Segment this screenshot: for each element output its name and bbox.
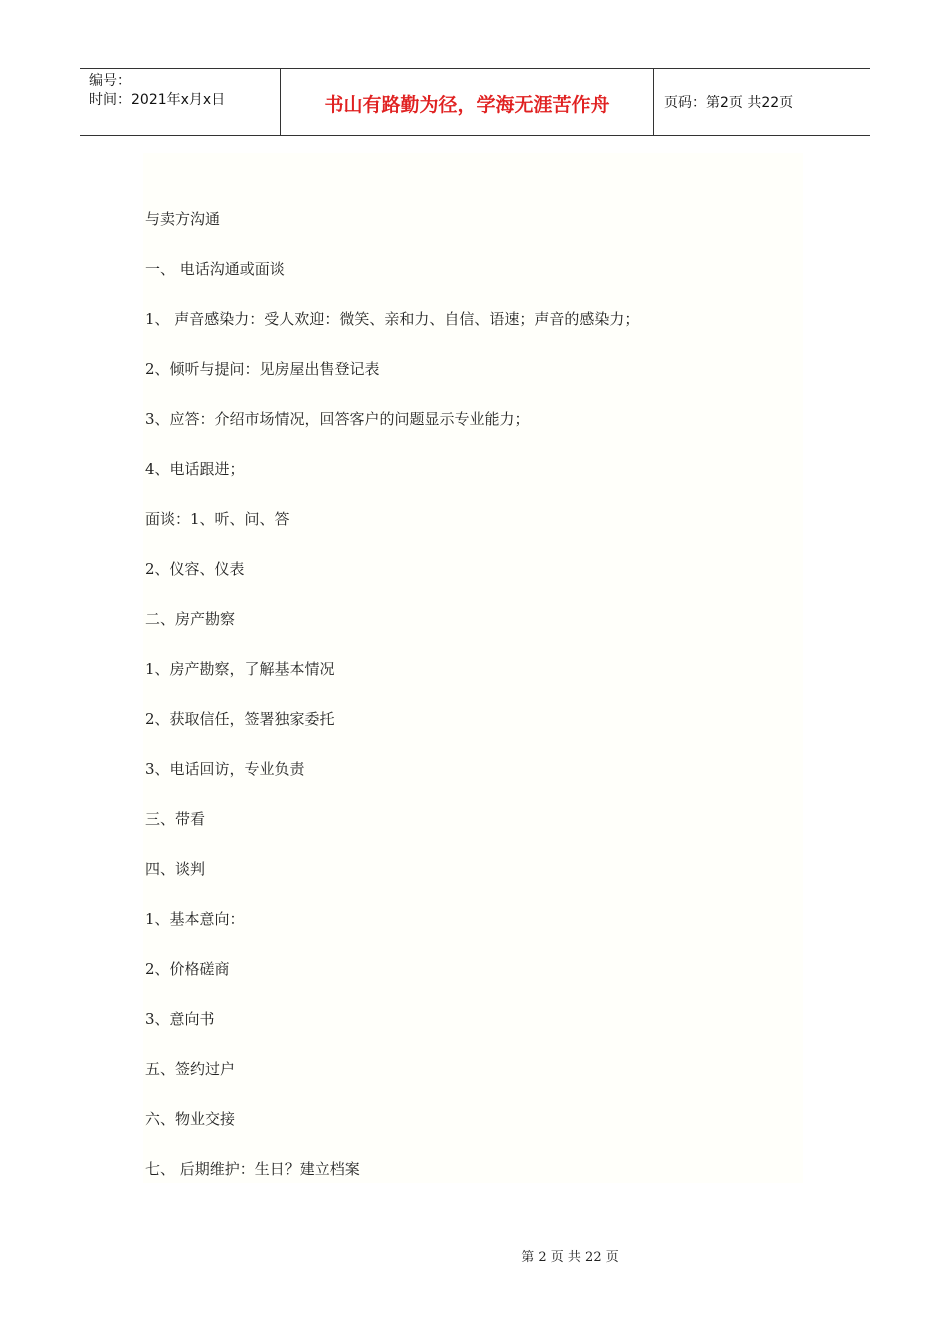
- paragraph: 二、房产勘察: [145, 610, 236, 628]
- document-time-label: 时间：2021年x月x日: [89, 92, 226, 108]
- paragraph: 1、 声音感染力：受人欢迎：微笑、亲和力、自信、语速；声音的感染力；: [145, 310, 640, 328]
- paragraph: 七、 后期维护：生日？建立档案: [145, 1160, 360, 1178]
- paragraph: 2、价格磋商: [145, 960, 230, 978]
- paragraph: 3、意向书: [145, 1010, 215, 1028]
- paragraph: 1、房产勘察，了解基本情况: [145, 660, 335, 678]
- header-table: [80, 68, 870, 136]
- paragraph: 三、带看: [145, 810, 206, 828]
- paragraph: 四、谈判: [145, 860, 206, 878]
- header-page-number: 页码：第2页 共22页: [664, 95, 794, 111]
- paragraph: 面谈：1、听、问、答: [145, 510, 290, 528]
- paragraph: 五、签约过户: [145, 1060, 236, 1078]
- paragraph: 一、 电话沟通或面谈: [145, 260, 285, 278]
- header-info-cell: [80, 69, 281, 135]
- document-number-label: 编号：: [89, 73, 131, 89]
- page-footer: [0, 1246, 950, 1265]
- paragraph: 2、获取信任，签署独家委托: [145, 710, 335, 728]
- paragraph: 六、物业交接: [145, 1110, 236, 1128]
- footer-page-number: 第 2 页 共 22 页: [521, 1250, 619, 1265]
- paragraph: 2、仪容、仪表: [145, 560, 245, 578]
- header-motto-cell: [281, 69, 654, 135]
- paragraph: 与卖方沟通: [145, 210, 221, 228]
- document-body: [145, 208, 785, 1208]
- paragraph: 2、倾听与提问：见房屋出售登记表: [145, 360, 380, 378]
- paragraph: 3、应答：介绍市场情况，回答客户的问题显示专业能力；: [145, 410, 530, 428]
- header-motto: 书山有路勤为径，学海无涯苦作舟: [324, 93, 610, 116]
- header-page-cell: [654, 69, 870, 135]
- paragraph: 1、基本意向：: [145, 910, 245, 928]
- paragraph: 3、电话回访，专业负责: [145, 760, 305, 778]
- paragraph: 4、电话跟进；: [145, 460, 245, 478]
